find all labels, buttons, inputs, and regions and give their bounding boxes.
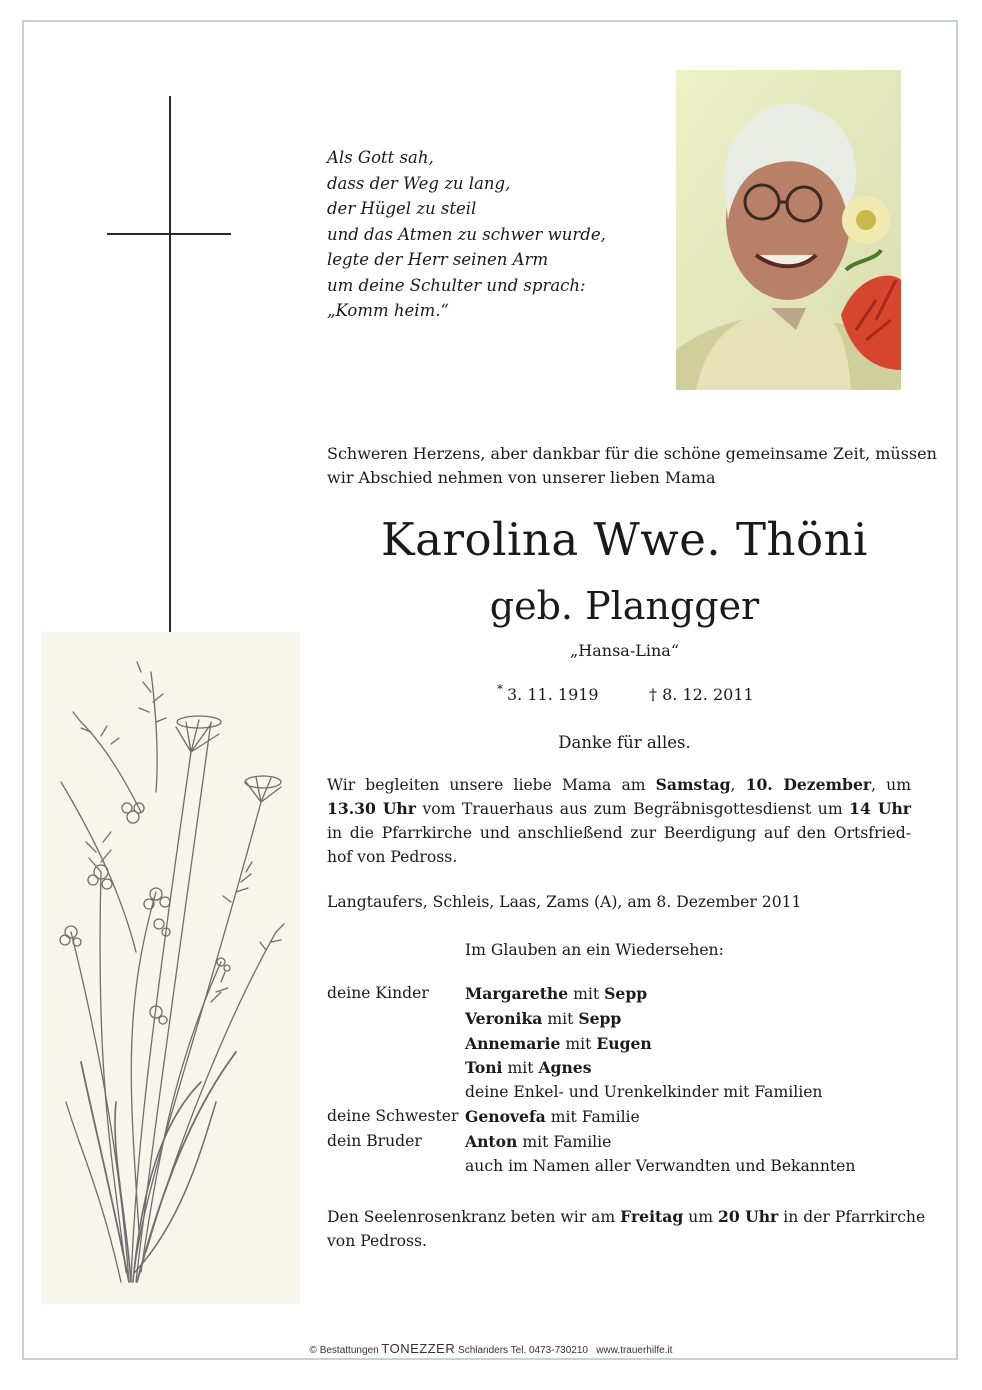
text-span: mit <box>542 1009 579 1028</box>
family-row <box>327 1155 927 1179</box>
company-city: Schlanders <box>455 1345 509 1356</box>
service-day: Samstag <box>655 775 731 794</box>
relation-label: deine Schwester <box>327 1106 459 1125</box>
mass-time: 14 Uhr <box>849 799 911 818</box>
footer <box>0 1341 982 1356</box>
company-name: TONEZZER <box>381 1341 456 1356</box>
partner-name: Agnes <box>538 1058 592 1078</box>
deceased-name: Karolina Wwe. Thöni <box>381 513 868 566</box>
text-span: , um <box>871 776 911 794</box>
text-span: Den Seelenrosenkranz beten wir am <box>327 1208 621 1226</box>
partner-name: Sepp <box>604 984 648 1003</box>
intro-line: Schweren Herzens, aber dankbar für die schöne gemeinsame Zeit, müssen <box>327 444 937 463</box>
child-name: Margarethe <box>465 984 569 1003</box>
birth-date: 3. 11. 1919 <box>507 685 599 704</box>
rosary-day: Freitag <box>620 1207 684 1226</box>
family-row <box>327 1105 927 1130</box>
nickname: „Hansa-Lina“ <box>569 641 679 660</box>
portrait-photo <box>676 70 901 390</box>
copyright: © Bestattungen <box>309 1345 382 1356</box>
brother-name: Anton <box>465 1131 518 1151</box>
text-span: mit <box>502 1059 539 1078</box>
cross-icon-bar <box>107 233 231 235</box>
poem-line: dass der Weg zu lang, <box>327 173 511 193</box>
rosary-text <box>327 1205 927 1253</box>
relation-label: dein Bruder <box>327 1131 422 1150</box>
text-span: mit <box>560 1034 597 1053</box>
partner-name: Sepp <box>578 1008 622 1028</box>
family-row <box>327 982 927 1007</box>
poem-line: legte der Herr seinen Arm <box>327 250 549 269</box>
family-row <box>327 1007 927 1032</box>
poem-line: der Hügel zu steil <box>327 199 477 218</box>
faith-line: Im Glauben an ein Wiedersehen: <box>465 941 724 959</box>
intro-line: wir Abschied nehmen von unserer lieben Mama <box>327 468 716 487</box>
cross-icon <box>169 96 171 686</box>
service-time: 13.30 Uhr <box>327 799 416 818</box>
text-span: , <box>730 776 746 794</box>
family-row <box>327 1056 927 1081</box>
company-website[interactable]: www.trauerhilfe.it <box>596 1345 673 1356</box>
funeral-service-text <box>327 773 911 869</box>
intro-text <box>327 442 937 490</box>
relatives-line: auch im Namen aller Verwandten und Bekannten <box>465 1156 856 1175</box>
poem <box>327 145 647 324</box>
sister-name: Genovefa <box>465 1106 546 1126</box>
grandchildren-line: deine Enkel- und Urenkelkinder mit Familien <box>465 1083 823 1102</box>
poem-line: und das Atmen zu schwer wurde, <box>327 224 606 244</box>
poem-line: um deine Schulter und sprach: <box>327 275 586 295</box>
place-date: Langtaufers, Schleis, Laas, Zams (A), am 8. Dezember 2011 <box>327 893 802 911</box>
family-row <box>327 1130 927 1155</box>
family-list <box>327 982 927 1178</box>
text-span: in der Pfarrkirche von Pedross. <box>327 1208 926 1250</box>
text-span: mit Familie <box>517 1132 612 1151</box>
birth-name: geb. Plangger <box>489 584 760 628</box>
partner-name: Eugen <box>596 1033 652 1053</box>
text-span: Wir begleiten unsere liebe Mama am <box>327 776 656 794</box>
poem-line: Als Gott sah, <box>327 148 434 167</box>
thanks-line: Danke für alles. <box>558 733 691 752</box>
text-span: mit <box>568 985 605 1003</box>
poem-line: „Komm heim.“ <box>327 301 449 320</box>
death-date: † 8. 12. 2011 <box>649 685 754 704</box>
relation-label: deine Kinder <box>327 984 429 1002</box>
child-name: Veronika <box>465 1008 543 1028</box>
birth-asterisk: * <box>497 682 503 696</box>
family-row <box>327 1032 927 1057</box>
rosary-time: 20 Uhr <box>717 1207 779 1226</box>
child-name: Toni <box>465 1058 503 1078</box>
text-span: vom Trauerhaus aus zum Begräbnisgottesdienst um <box>415 800 850 818</box>
service-date: 10. Dezember <box>745 775 872 794</box>
child-name: Annemarie <box>465 1033 561 1053</box>
text-span: mit Familie <box>545 1107 640 1126</box>
text-span: in die Pfarrkirche und anschließend zur Beerdigung auf den Ortsfried-hof von Pedross. <box>327 824 911 866</box>
text-span: um <box>683 1208 718 1226</box>
family-row <box>327 1081 927 1105</box>
company-phone: Tel. 0473-730210 <box>508 1345 588 1356</box>
wildflowers-drawing <box>41 632 300 1304</box>
